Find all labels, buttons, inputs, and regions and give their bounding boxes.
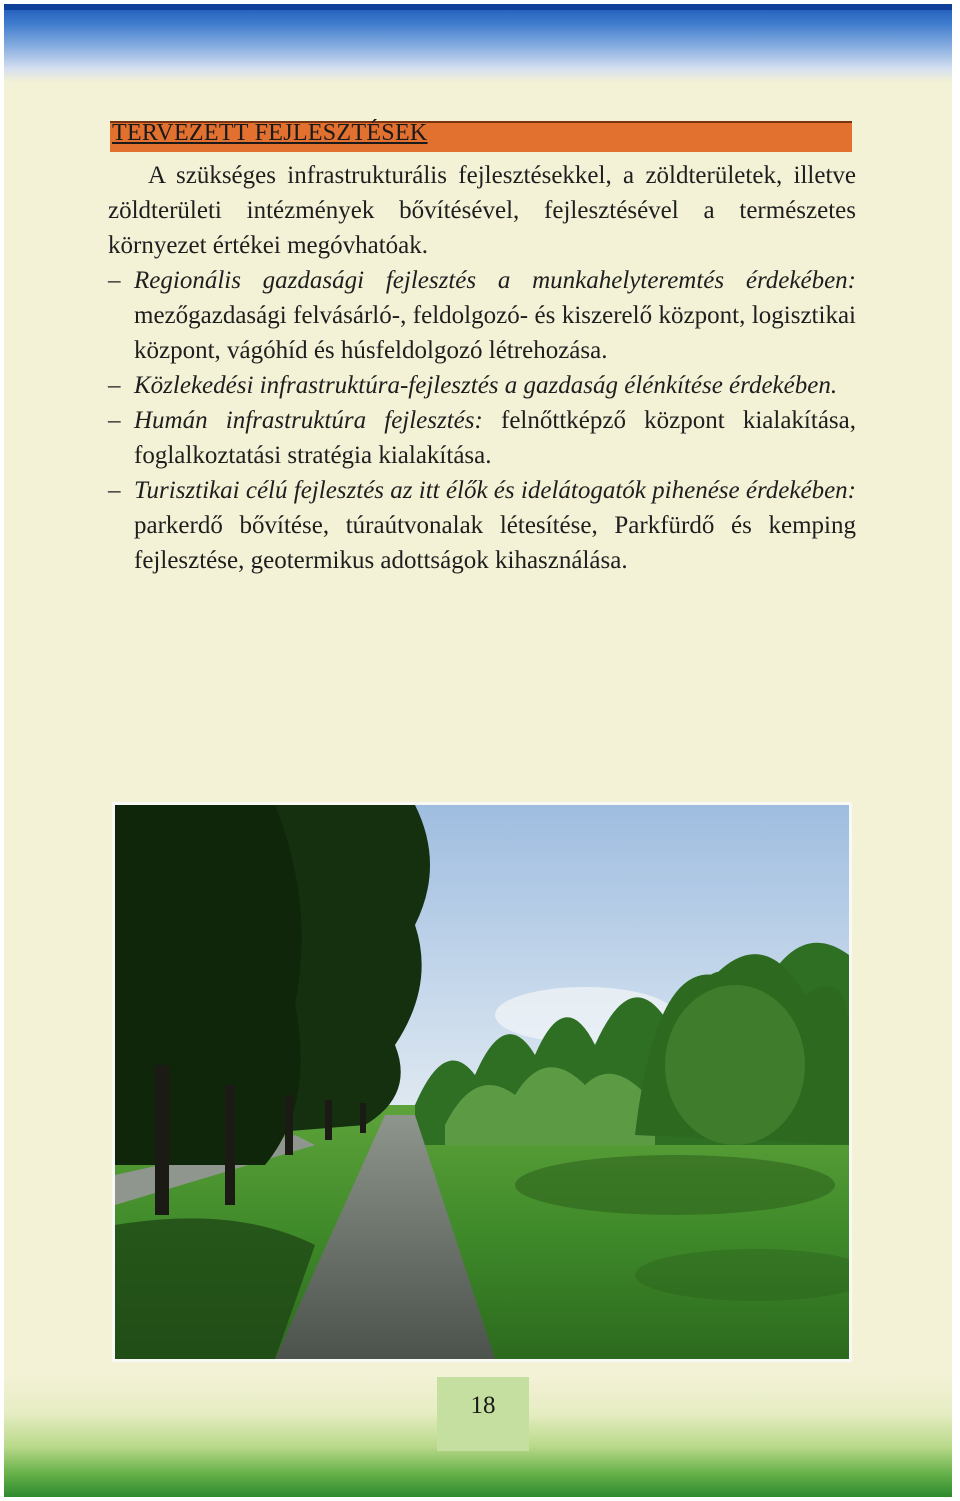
list-item-title: Turisztikai célú fejlesztés az itt élők és idelátogatók pihenése érdekében: xyxy=(134,477,856,504)
tree-trunk xyxy=(285,1095,293,1155)
intro-paragraph: A szükséges infrastrukturális fejlesztésekkel, a zöldterületek, illetve zöldterületi intézmények bővítésével, fejlesztésével a természetes környezet értékei megóvhatóak. xyxy=(108,162,856,259)
tree-trunk xyxy=(360,1103,366,1133)
list-dash: – xyxy=(108,407,121,434)
list-dash: – xyxy=(108,267,121,294)
tree-right-canopy xyxy=(665,985,805,1145)
list-item xyxy=(108,368,856,403)
list-item xyxy=(108,473,856,578)
page-number: 18 xyxy=(470,1392,496,1419)
list-dash: – xyxy=(108,477,121,504)
list-item xyxy=(108,263,856,368)
tree-left-canopy-dark xyxy=(115,805,302,1165)
list-item-title: Közlekedési infrastruktúra-fejlesztés a gazdaság élénkítése érdekében. xyxy=(134,372,838,399)
list-item-title: Humán infrastruktúra fejlesztés: xyxy=(134,407,483,434)
list-dash: – xyxy=(108,372,121,399)
list-item-body: felnőttképző központ kialakítása, foglalkoztatási stratégia kialakítása. xyxy=(134,407,856,469)
list-item-body: parkerdő bővítése, túraútvonalak létesítése, Parkfürdő és kemping fejlesztése, geotermikus adottságok kihasználása. xyxy=(134,512,856,574)
body-text xyxy=(108,158,856,578)
park-photo xyxy=(112,802,852,1362)
park-photo-illustration xyxy=(115,805,849,1359)
tree-trunk xyxy=(155,1065,169,1215)
section-heading: TERVEZETT FEJLESZTÉSEK xyxy=(112,120,428,146)
top-decorative-band xyxy=(4,4,952,82)
tree-trunk xyxy=(325,1100,332,1140)
tree-shadow xyxy=(515,1155,835,1215)
list-item-title: Regionális gazdasági fejlesztés a munkahelyteremtés érdekében: xyxy=(134,267,856,294)
list-item xyxy=(108,403,856,473)
list-item-body: mezőgazdasági felvásárló-, feldolgozó- és kiszerelő központ, logisztikai központ, vágóhíd és húsfeldolgozó létrehozása. xyxy=(134,302,856,364)
tree-trunk xyxy=(225,1085,235,1205)
